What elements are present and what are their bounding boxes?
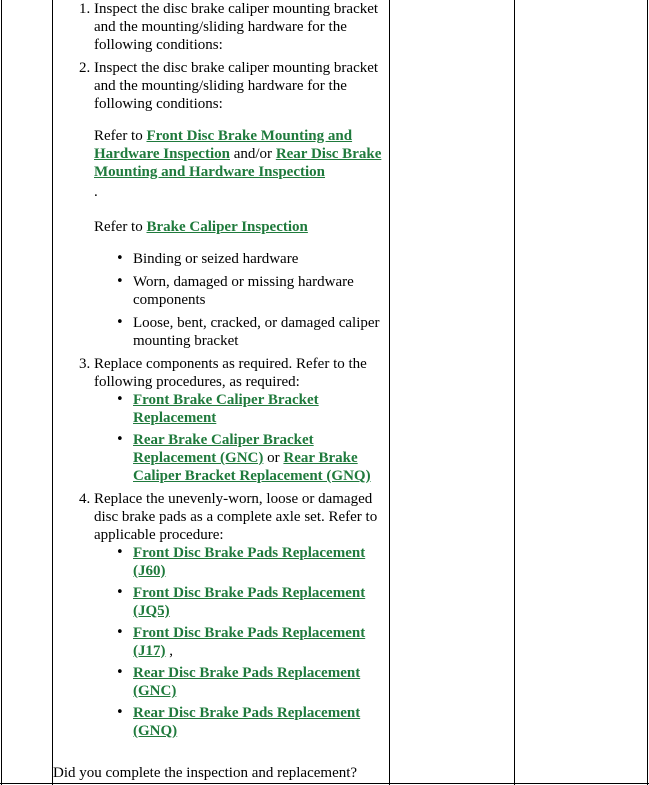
reference-paragraph: Refer to Front Disc Brake Mounting and Hardware Inspection and/or Rear Disc Brake Mounting and Hardware Inspection . (94, 128, 382, 200)
list-item (133, 584, 388, 620)
link-front-brake-caliper-bracket-replacement[interactable]: Front Brake Caliper Bracket Replacement (133, 392, 319, 426)
list-item (133, 664, 388, 700)
conditions-list (94, 250, 388, 350)
reference-paragraph: Refer to Brake Caliper Inspection (94, 219, 308, 235)
step-text: Inspect the disc brake caliper mounting bracket and the mounting/sliding hardware for the following conditions: (94, 1, 379, 53)
list-item: • Front Disc Brake Pads Replacement (J17) , (133, 624, 388, 660)
step-1 (94, 0, 388, 54)
list-item: • Rear Brake Caliper Bracket Replacement (GNC) or Rear Brake Caliper Bracket Replacement (GNQ) (133, 431, 388, 485)
list-item (133, 391, 388, 427)
link-front-disc-brake-mounting-inspection[interactable]: Front Disc Brake Mounting and Hardware Inspection (94, 128, 353, 162)
table-border-right (647, 0, 648, 785)
step-text: Inspect the disc brake caliper mounting bracket and the mounting/sliding hardware for the following conditions: (94, 60, 379, 112)
list-item: • Loose, bent, cracked, or damaged caliper mounting bracket (133, 314, 388, 350)
step-text: Replace the unevenly-worn, loose or damaged disc brake pads as a complete axle set. Refer to applicable procedure: (94, 491, 378, 543)
link-rear-brake-caliper-bracket-replacement-gnq[interactable]: Rear Brake Caliper Bracket Replacement (GNQ) (133, 450, 371, 484)
action-cell (53, 0, 388, 783)
procedure-steps (53, 0, 388, 740)
list-item: • Binding or seized hardware (133, 250, 388, 268)
table-row-divider (0, 783, 649, 784)
step-3 (94, 355, 388, 485)
step-2 (94, 59, 388, 350)
link-rear-pads-replacement-gnc[interactable]: Rear Disc Brake Pads Replacement (GNC) (133, 665, 361, 699)
table-border-left (1, 0, 2, 785)
link-rear-disc-brake-mounting-inspection[interactable]: Rear Disc Brake Mounting and Hardware Inspection (94, 146, 382, 180)
list-item (133, 704, 388, 740)
procedure-links-list (94, 391, 388, 485)
link-brake-caliper-inspection[interactable]: Brake Caliper Inspection (146, 219, 308, 235)
list-item (133, 544, 388, 580)
link-front-pads-replacement-j17[interactable]: Front Disc Brake Pads Replacement (J17) (133, 625, 366, 659)
list-item: • Worn, damaged or missing hardware components (133, 273, 388, 309)
link-rear-pads-replacement-gnq[interactable]: Rear Disc Brake Pads Replacement (GNQ) (133, 705, 361, 739)
link-front-pads-replacement-j60[interactable]: Front Disc Brake Pads Replacement (J60) (133, 545, 366, 579)
step-text: Replace components as required. Refer to the following procedures, as required: (94, 356, 367, 390)
table-column-divider (514, 0, 515, 785)
link-rear-brake-caliper-bracket-replacement-gnc[interactable]: Rear Brake Caliper Bracket Replacement (GNC) (133, 432, 314, 466)
table-column-divider (389, 0, 390, 785)
completion-question: Did you complete the inspection and replacement? (53, 765, 358, 781)
step-4 (94, 490, 388, 740)
link-front-pads-replacement-jq5[interactable]: Front Disc Brake Pads Replacement (JQ5) (133, 585, 366, 619)
procedure-links-list (94, 544, 388, 740)
